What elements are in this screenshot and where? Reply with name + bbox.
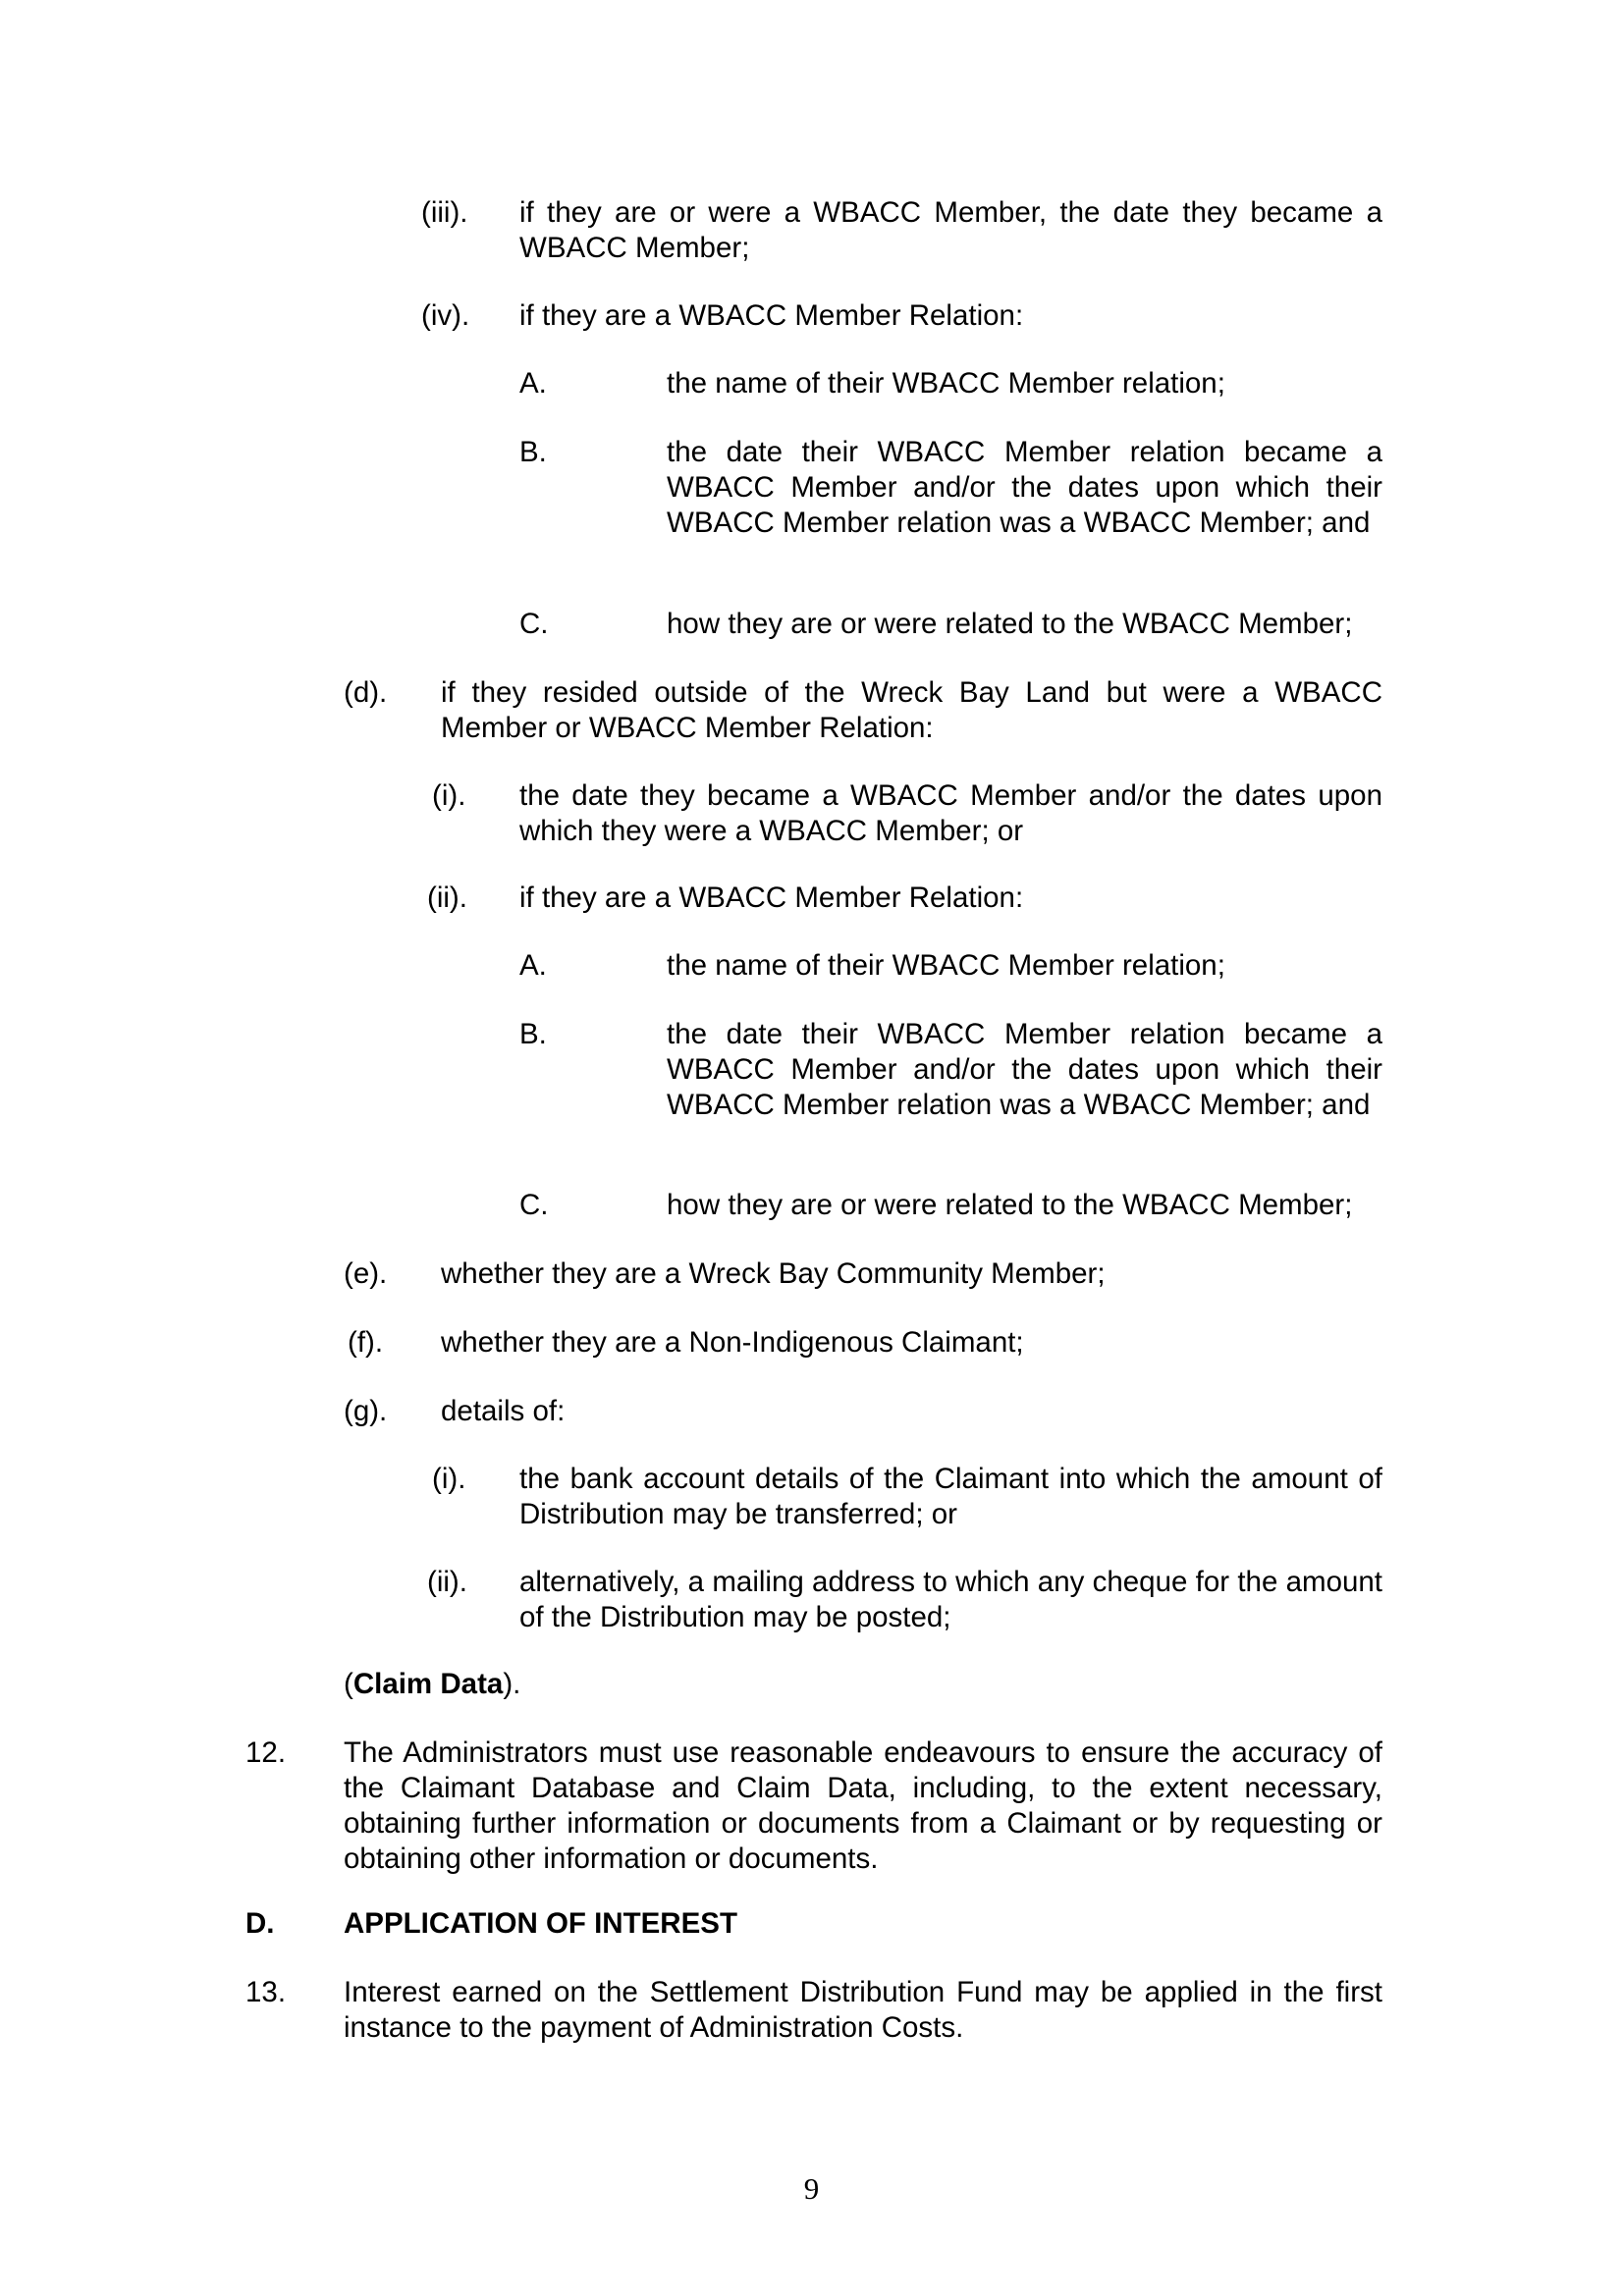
claim-data-term: Claim Data [352, 1668, 504, 1700]
item-text: if they are a WBACC Member Relation: [519, 881, 1024, 914]
item-text: whether they are a Non-Indigenous Claimant; [441, 1326, 1024, 1359]
item-text: if they resided outside of the Wreck Bay Land but were a WBACC Member or WBACC Member Relation: [441, 676, 1382, 744]
item-text: details of: [441, 1395, 566, 1427]
paragraph-number: 13. [245, 1976, 287, 2008]
item-label: (iv). [421, 299, 470, 332]
item-label: A. [519, 949, 547, 982]
item-text: the name of their WBACC Member relation; [667, 949, 1225, 982]
item-text: how they are or were related to the WBACC Member; [667, 1189, 1353, 1221]
claim-data-open: ( [344, 1668, 353, 1700]
item-label: (ii). [427, 881, 467, 914]
item-text: how they are or were related to the WBACC Member; [667, 608, 1353, 640]
item-label: C. [519, 1189, 549, 1221]
item-text: if they are or were a WBACC Member, the date they became a WBACC Member; [519, 196, 1382, 264]
item-label: (e). [344, 1257, 388, 1290]
item-text: the date their WBACC Member relation became a WBACC Member and/or the dates upon which their WBACC Member relation was a WBACC Member; and [667, 436, 1382, 539]
item-text: alternatively, a mailing address to which any cheque for the amount of the Distribution may be posted; [519, 1566, 1382, 1633]
item-label: (d). [344, 676, 388, 709]
claim-data-definition [344, 1667, 520, 1702]
item-text: the date they became a WBACC Member and/or the dates upon which they were a WBACC Member; or [519, 779, 1382, 847]
paragraph-text: Interest earned on the Settlement Distribution Fund may be applied in the first instance to the payment of Administration Costs. [344, 1976, 1382, 2044]
item-label: B. [519, 436, 547, 468]
item-label: A. [519, 367, 547, 400]
item-label: (ii). [427, 1566, 467, 1598]
page-number: 9 [803, 2171, 820, 2206]
item-text: whether they are a Wreck Bay Community Member; [441, 1257, 1106, 1290]
section-letter: D. [245, 1907, 275, 1940]
section-title: APPLICATION OF INTEREST [344, 1907, 737, 1940]
item-label: (iii). [421, 196, 468, 229]
item-label: C. [519, 608, 549, 640]
item-label: (i). [432, 779, 466, 812]
item-label: (g). [344, 1395, 388, 1427]
item-label: B. [519, 1018, 547, 1050]
claim-data-close: ). [503, 1668, 521, 1700]
item-text: the bank account details of the Claimant into which the amount of Distribution may be transferred; or [519, 1463, 1382, 1530]
item-text: if they are a WBACC Member Relation: [519, 299, 1024, 332]
paragraph-text: The Administrators must use reasonable endeavours to ensure the accuracy of the Claimant Database and Claim Data, including, to the extent necessary, obtaining further information or documents from a Claimant or by requesting or obtaining other information or documents. [344, 1736, 1382, 1875]
item-text: the name of their WBACC Member relation; [667, 367, 1225, 400]
item-label: (i). [432, 1463, 466, 1495]
paragraph-number: 12. [245, 1736, 287, 1769]
item-label: (f). [348, 1326, 384, 1359]
item-text: the date their WBACC Member relation became a WBACC Member and/or the dates upon which their WBACC Member relation was a WBACC Member; and [667, 1018, 1382, 1121]
